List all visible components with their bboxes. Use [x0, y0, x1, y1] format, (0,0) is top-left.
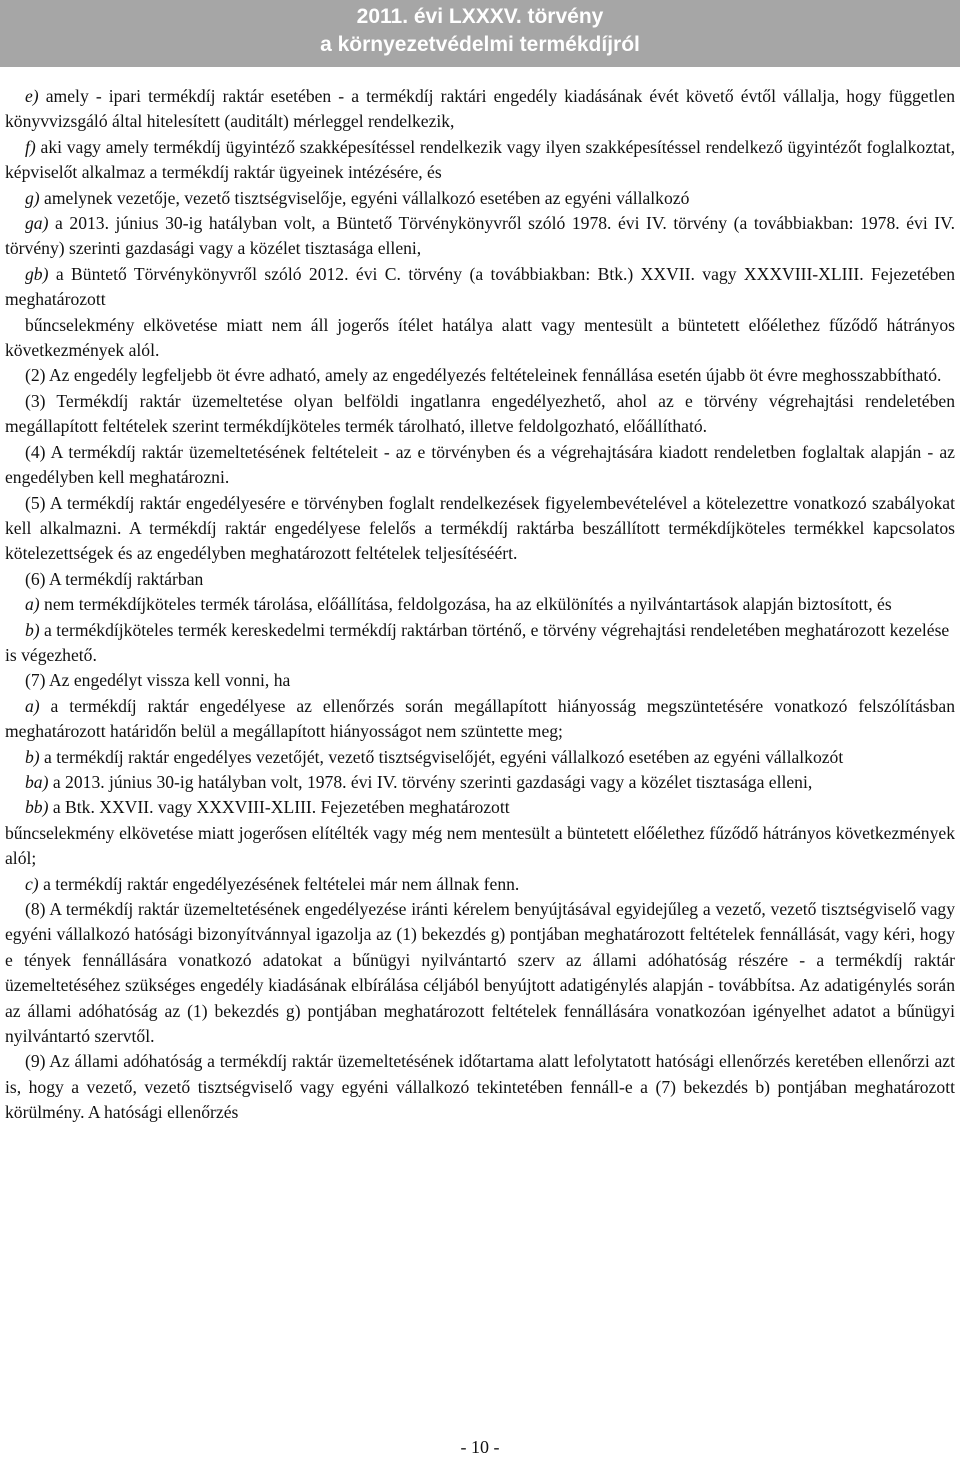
paragraph — [5, 821, 955, 872]
paragraph — [5, 897, 955, 1049]
paragraph — [5, 592, 955, 617]
point-marker: ga) — [25, 213, 49, 234]
paragraph — [5, 84, 955, 135]
paragraph-text: bűncselekmény elkövetése miatt nem áll jogerős ítélet hatálya alatt vagy mentesült a büntetett előélethez fűződő hátrányos következmények alól. — [5, 314, 955, 361]
paragraph — [5, 135, 955, 186]
paragraph — [5, 872, 955, 897]
paragraph — [5, 668, 955, 693]
paragraph-text: (6) A termékdíj raktárban — [25, 568, 204, 589]
paragraph-text: is végezhető. — [5, 644, 97, 665]
paragraph-text: a termékdíj raktár engedélyese az ellenőrzés során megállapított hiányosság megszüntetésére vonatkozó felszólításban meghatározott határidőn belül a megállapított hiányosságot nem szüntette meg; — [5, 695, 955, 742]
paragraph — [5, 1049, 955, 1125]
law-subtitle: a környezetvédelmi termékdíjról — [320, 33, 640, 56]
paragraph-text: (7) Az engedélyt vissza kell vonni, ha — [25, 670, 291, 691]
point-marker: a) — [25, 594, 40, 615]
point-marker: gb) — [25, 263, 49, 284]
paragraph-text: a termékdíj raktár engedélyezésének feltételei már nem állnak fenn. — [38, 873, 520, 894]
paragraph — [5, 363, 955, 388]
point-marker: e) — [25, 86, 39, 106]
paragraph-text: (2) Az engedély legfeljebb öt évre adható, amely az engedélyezés feltételeinek fennállása esetén újabb öt évre meghosszabbítható. — [25, 365, 942, 386]
point-marker: a) — [25, 695, 40, 716]
paragraph — [5, 262, 955, 313]
paragraph — [5, 643, 955, 668]
paragraph-text: a termékdíjköteles termék kereskedelmi termékdíj raktárban történő, e törvény végrehajtási rendeletében meghatározott kezelése — [39, 619, 950, 640]
point-marker: b) — [25, 746, 40, 767]
paragraph — [5, 389, 955, 440]
page-number: - 10 - — [460, 1437, 500, 1457]
paragraph-text: a Btk. XXVII. vagy XXXVIII-XLIII. Fejezetében meghatározott — [48, 797, 510, 818]
paragraph-text: a 2013. június 30-ig hatályban volt, 1978. évi IV. törvény szerinti gazdasági vagy a közélet tisztasága elleni, — [48, 771, 813, 792]
point-marker: g) — [25, 187, 40, 208]
law-title: 2011. évi LXXXV. törvény — [356, 5, 604, 28]
point-marker: ba) — [25, 771, 49, 792]
paragraph-text: amelynek vezetője, vezető tisztségviselője, egyéni vállalkozó esetében az egyéni vállalkozó — [39, 187, 690, 208]
document-body — [5, 84, 955, 1126]
point-marker: c) — [25, 873, 39, 894]
paragraph-text: bűncselekmény elkövetése miatt jogerősen elítélték vagy még nem mentesült a büntetett előélethez fűződő hátrányos következmények alól; — [5, 822, 955, 869]
paragraph — [5, 770, 955, 795]
paragraph — [5, 694, 955, 745]
paragraph — [5, 567, 955, 592]
paragraph — [5, 313, 955, 364]
paragraph-text: nem termékdíjköteles termék tárolása, előállítása, feldolgozása, ha az elkülönítés a nyilvántartások alapján biztosított, és — [39, 594, 892, 615]
paragraph-text: (4) A termékdíj raktár üzemeltetésének feltételeit - az e törvényben és a végrehajtására kiadott rendeletben foglaltak alapján - az engedélyben kell meghatározni. — [5, 441, 955, 488]
point-marker: bb) — [25, 797, 49, 818]
paragraph — [5, 745, 955, 770]
paragraph-text: a 2013. június 30-ig hatályban volt, a Büntető Törvénykönyvről szóló 1978. évi IV. törvény (a továbbiakban: 1978. évi IV. törvény) szerinti gazdasági vagy a közélet tisztasága elleni, — [5, 213, 955, 259]
paragraph-text: (8) A termékdíj raktár üzemeltetésének engedélyezése iránti kérelem benyújtásával egyidejűleg a vezető, vezető tisztségviselő vagy egyéni vállalkozó hatósági bizonyítvánnyal igazolja az (1) bekezdés g) pontjában meghatározott feltételek fennállását, vagy kéri, hogy e tények fennállására vonatkozó adatokat a bűnügyi nyilvántartó szerv az állami adóhatóság részére - a termékdíj raktár üzemeltetéséhez szükséges engedély kiadásának elbírálása céljából benyújtott adatigénylés alapján - továbbítsa. Az adatigénylés során az állami adóhatóság az (1) bekezdés g) pontjában meghatározott feltételek fennállására vonatkozóan igényelhet adatot a bűnügyi nyilvántartó szervtől. — [5, 899, 955, 1047]
paragraph-text: a Büntető Törvénykönyvről szóló 2012. évi C. törvény (a továbbiakban: Btk.) XXVII. vagy XXXVIII-XLIII. Fejezetében meghatározott — [5, 263, 955, 310]
paragraph-text: (5) A termékdíj raktár engedélyesére e törvényben foglalt rendelkezések figyelembevételével a kötelezettre vonatkozó szabályokat kell alkalmazni. A termékdíj raktár engedélyese felelős a termékdíj raktárba beszállított termékdíjköteles termékkel kapcsolatos kötelezettségek és az engedélyben meghatározott feltételek teljesítéséért. — [5, 492, 955, 564]
paragraph-text: (3) Termékdíj raktár üzemeltetése olyan belföldi ingatlanra engedélyezhető, ahol az e törvény végrehajtási rendeletében megállapított feltételek szerint termékdíjköteles termék tárolható, illetve feldolgozható, előállítható. — [5, 390, 955, 437]
document-header — [0, 0, 960, 67]
paragraph-text: aki vagy amely termékdíj ügyintéző szakképesítéssel rendelkezik vagy ilyen szakképesítéssel rendelkező ügyintézőt foglalkoztat, képviselőt alkalmaz a termékdíj raktár ügyeinek intézésére, és — [5, 136, 955, 183]
paragraph — [5, 440, 955, 491]
point-marker: f) — [25, 136, 36, 157]
paragraph-text: a termékdíj raktár engedélyes vezetőjét, vezető tisztségviselőjét, egyéni vállalkozó esetében az egyéni vállalkozót — [39, 746, 844, 767]
paragraph — [5, 211, 955, 262]
paragraph-text: (9) Az állami adóhatóság a termékdíj raktár üzemeltetésének időtartama alatt lefolytatott hatósági ellenőrzés keretében ellenőrzi azt is, hogy a vezető, vezető tisztségviselő vagy egyéni vállalkozó tekintetében fennáll-e a (7) bekezdés b) pontjában meghatározott körülmény. A hatósági ellenőrzés — [5, 1051, 955, 1123]
paragraph — [5, 795, 955, 820]
paragraph-text: amely - ipari termékdíj raktár esetében - a termékdíj raktári engedély kiadásának évét követő évtől vállalja, hogy független könyvvizsgáló által hitelesített (auditált) mérleggel rendelkezik, — [5, 86, 955, 132]
point-marker: b) — [25, 619, 40, 640]
paragraph — [5, 186, 955, 211]
paragraph — [5, 491, 955, 567]
paragraph — [5, 618, 955, 643]
